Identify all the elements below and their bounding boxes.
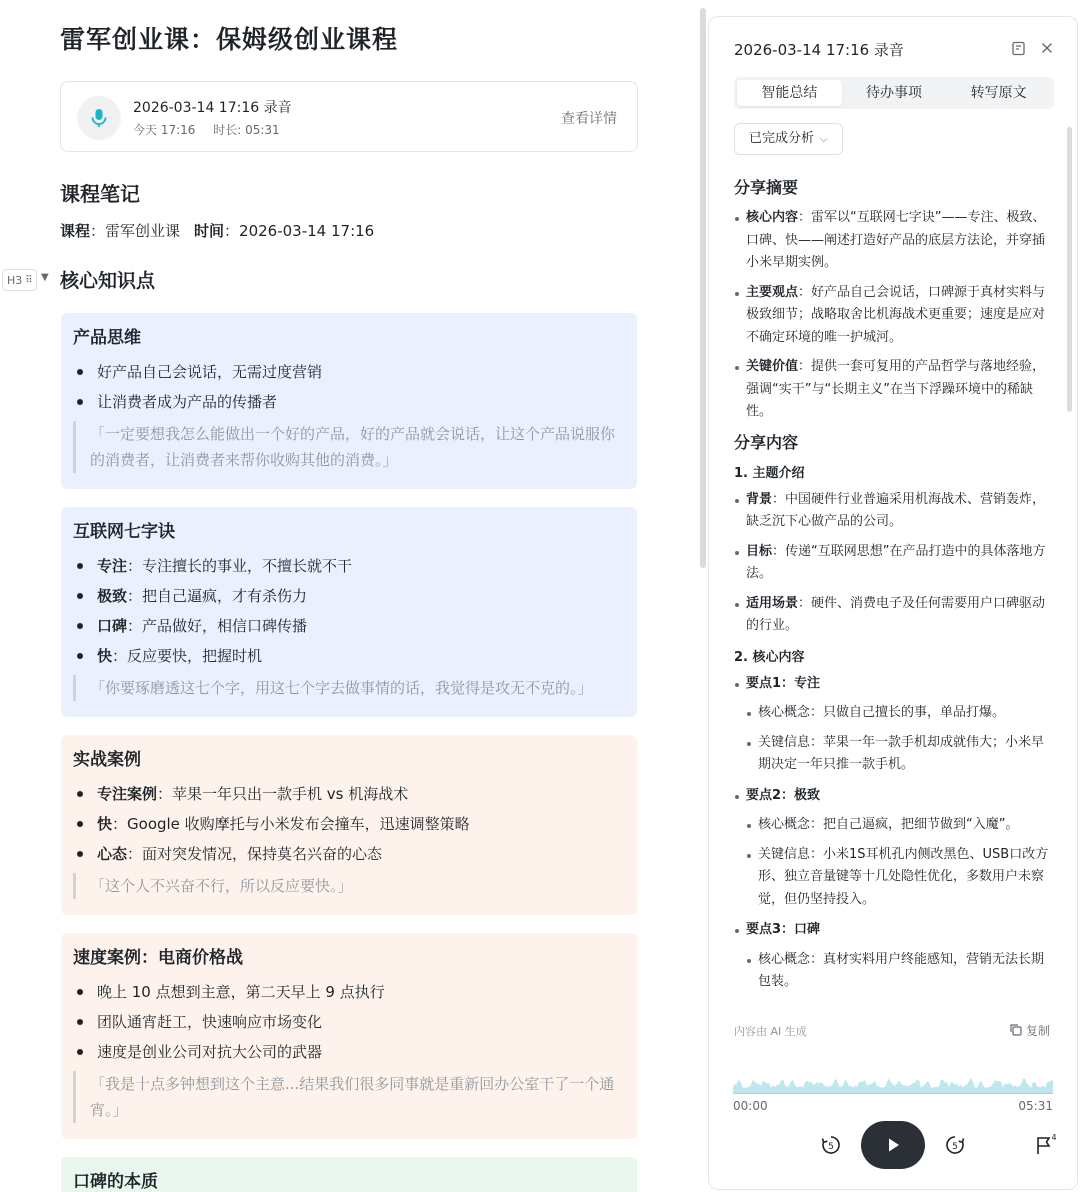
heading-level-handle[interactable] (2, 269, 37, 291)
document-scrollbar[interactable] (700, 8, 706, 568)
time-label: 时间 (194, 222, 225, 240)
block-title: 口碑的本质 (73, 1172, 158, 1192)
recording-date: 今天 17:16 (133, 123, 196, 137)
tab-todos[interactable]: 待办事项 (866, 85, 922, 101)
course-meta (60, 220, 374, 241)
time-end: 05:31 (1018, 1099, 1053, 1113)
core-heading: 2. 核心内容 (734, 649, 805, 665)
block-list (73, 779, 625, 869)
point-detail-list (734, 949, 1052, 994)
list-item: 核心概念：把自己逼疯，把细节做到“入魔”。 (746, 814, 1052, 837)
copy-label: 复制 (1026, 1024, 1051, 1038)
block-list (73, 977, 625, 1067)
list-item: 专注案例：苹果一年只出一款手机 vs 机海战术 (73, 779, 625, 809)
list-item: 好产品自己会说话，无需过度营销 (73, 357, 625, 387)
knowledge-block-practical-cases (61, 735, 637, 915)
intro-list (734, 489, 1052, 638)
svg-text:5: 5 (828, 1142, 834, 1152)
view-details-link[interactable]: 查看详情 (561, 111, 617, 127)
copy-icon (1009, 1023, 1022, 1039)
list-item: 团队通宵赶工，快速响应市场变化 (73, 1007, 625, 1037)
points-list (734, 785, 1052, 808)
rewind-5s-button[interactable] (817, 1121, 845, 1169)
recording-duration: 时长: 05:31 (213, 123, 280, 137)
list-item: 快：反应要快，把握时机 (73, 641, 625, 671)
chevron-down-icon: ⌵ (820, 134, 828, 145)
list-item: 目标：传递“互联网思想”在产品打造中的具体落地方法。 (734, 541, 1052, 586)
recording-meta (133, 121, 294, 138)
notes-heading: 课程笔记 (60, 182, 140, 206)
section-heading: 核心知识点 (60, 270, 156, 292)
notes-icon[interactable] (1009, 39, 1027, 57)
dropdown-label: 已完成分析 (749, 131, 815, 146)
audio-waveform[interactable] (733, 1072, 1053, 1094)
list-item: 关键价值：提供一套可复用的产品哲学与落地经验，强调“实干”与“长期主义”在当下浮躁环境中的稀缺性。 (734, 356, 1052, 424)
list-item: 专注：专注擅长的事业，不擅长就不干 (73, 551, 625, 581)
ai-generated-note: 内容由 AI 生成 (734, 1025, 807, 1038)
forward-5s-button[interactable] (941, 1121, 969, 1169)
list-item: 快：Google 收购摩托与小米发布会撞车，迅速调整策略 (73, 809, 625, 839)
block-quote: 「一定要想我怎么能做出一个好的产品，好的产品就会说话，让这个产品说服你的消费者，让消费者来帮你收购其他的消费。」 (73, 421, 625, 473)
block-list (73, 357, 625, 417)
point-title: 要点3：口碑 (734, 919, 1052, 942)
course-label: 课程 (60, 222, 91, 240)
block-list (73, 551, 625, 671)
knowledge-block-word-of-mouth (61, 1157, 637, 1192)
microphone-icon (77, 96, 121, 140)
block-quote: 「这个人不兴奋不行，所以反应要快。」 (73, 873, 625, 899)
summary-content (734, 177, 1052, 1002)
block-quote: 「你要琢磨透这七个字，用这七个字去做事情的话，我觉得是攻无不克的。」 (73, 675, 625, 701)
drag-handle-icon: ⠿ (25, 274, 32, 286)
recording-card[interactable] (60, 81, 638, 152)
recording-panel (708, 16, 1078, 1190)
points-list (734, 919, 1052, 942)
list-item: 适用场景：硬件、消费电子及任何需要用户口碑驱动的行业。 (734, 593, 1052, 638)
list-item: 关键信息：苹果一年一款手机却成就伟大；小米早期决定一年只推一款手机。 (746, 732, 1052, 777)
flag-icon (1033, 1133, 1057, 1157)
forward-icon (944, 1134, 966, 1156)
list-item: 核心内容：雷军以“互联网七字诀”——专注、极致、口碑、快——阐述打造好产品的底层方法论，并穿插小米早期实例。 (734, 207, 1052, 275)
content-heading: 分享内容 (734, 432, 799, 452)
play-button[interactable] (861, 1121, 925, 1169)
point-title: 要点1：专注 (734, 673, 1052, 696)
svg-text:5: 5 (952, 1142, 958, 1152)
list-item: 核心概念：真材实料用户终能感知，营销无法长期包装。 (746, 949, 1052, 994)
analysis-status-dropdown[interactable] (734, 123, 843, 155)
copy-button[interactable] (1009, 1022, 1050, 1039)
point-detail-list (734, 702, 1052, 777)
block-title: 产品思维 (73, 328, 141, 348)
list-item: 口碑：产品做好，相信口碑传播 (73, 611, 625, 641)
block-title: 速度案例：电商价格战 (73, 948, 243, 968)
points-list (734, 673, 1052, 696)
knowledge-block-seven-words (61, 507, 637, 717)
block-title: 互联网七字诀 (73, 522, 175, 542)
list-item: 速度是创业公司对抗大公司的武器 (73, 1037, 625, 1067)
block-title: 实战案例 (73, 750, 141, 770)
point-title: 要点2：极致 (734, 785, 1052, 808)
flag-button[interactable] (1031, 1121, 1059, 1169)
intro-heading: 1. 主题介绍 (734, 465, 805, 481)
list-item: 让消费者成为产品的传播者 (73, 387, 625, 417)
list-item: 极致：把自己逼疯，才有杀伤力 (73, 581, 625, 611)
page-title: 雷军创业课：保姆级创业课程 (60, 25, 399, 54)
list-item: 心态：面对突发情况，保持莫名兴奋的心态 (73, 839, 625, 869)
knowledge-block-speed-case (61, 933, 637, 1139)
knowledge-block-product-thinking (61, 313, 637, 489)
svg-text:4: 4 (1051, 1133, 1057, 1142)
time-value: ：2026-03-14 17:16 (224, 222, 375, 240)
list-item: 主要观点：好产品自己会说话，口碑源于真材实料与极致细节；战略取舍比机海战术更重要；速度是应对不确定环境的唯一护城河。 (734, 282, 1052, 350)
course-value: ：雷军创业课 (90, 222, 181, 240)
tab-transcript[interactable]: 转写原文 (970, 85, 1027, 101)
waveform-shape (733, 1078, 1053, 1094)
point-detail-list (734, 814, 1052, 911)
panel-title: 2026-03-14 17:16 录音 (734, 41, 904, 59)
play-icon (884, 1136, 902, 1154)
close-icon[interactable] (1038, 39, 1056, 57)
heading-level-label: H3 (7, 273, 23, 287)
panel-tabs (734, 77, 1054, 109)
block-quote: 「我是十点多钟想到这个主意...结果我们很多同事就是重新回办公室干了一个通宵。」 (73, 1071, 625, 1123)
panel-scrollbar[interactable] (1067, 127, 1072, 412)
rewind-icon (820, 1134, 842, 1156)
recording-title: 2026-03-14 17:16 录音 (133, 100, 292, 116)
collapse-toggle-icon[interactable]: ▼ (41, 272, 49, 283)
list-item: 核心概念：只做自己擅长的事，单品打爆。 (746, 702, 1052, 725)
list-item: 背景：中国硬件行业普遍采用机海战术、营销轰炸，缺乏沉下心做产品的公司。 (734, 489, 1052, 534)
summary-list (734, 207, 1052, 424)
time-start: 00:00 (733, 1099, 768, 1113)
list-item: 晚上 10 点想到主意，第二天早上 9 点执行 (73, 977, 625, 1007)
tab-smart-summary[interactable]: 智能总结 (737, 80, 842, 106)
summary-heading: 分享摘要 (734, 178, 799, 197)
list-item: 关键信息：小米1S耳机孔内侧改黑色、USB口改方形、独立音量键等十几处隐性优化，多数用户未察觉，但仍坚持投入。 (746, 844, 1052, 912)
